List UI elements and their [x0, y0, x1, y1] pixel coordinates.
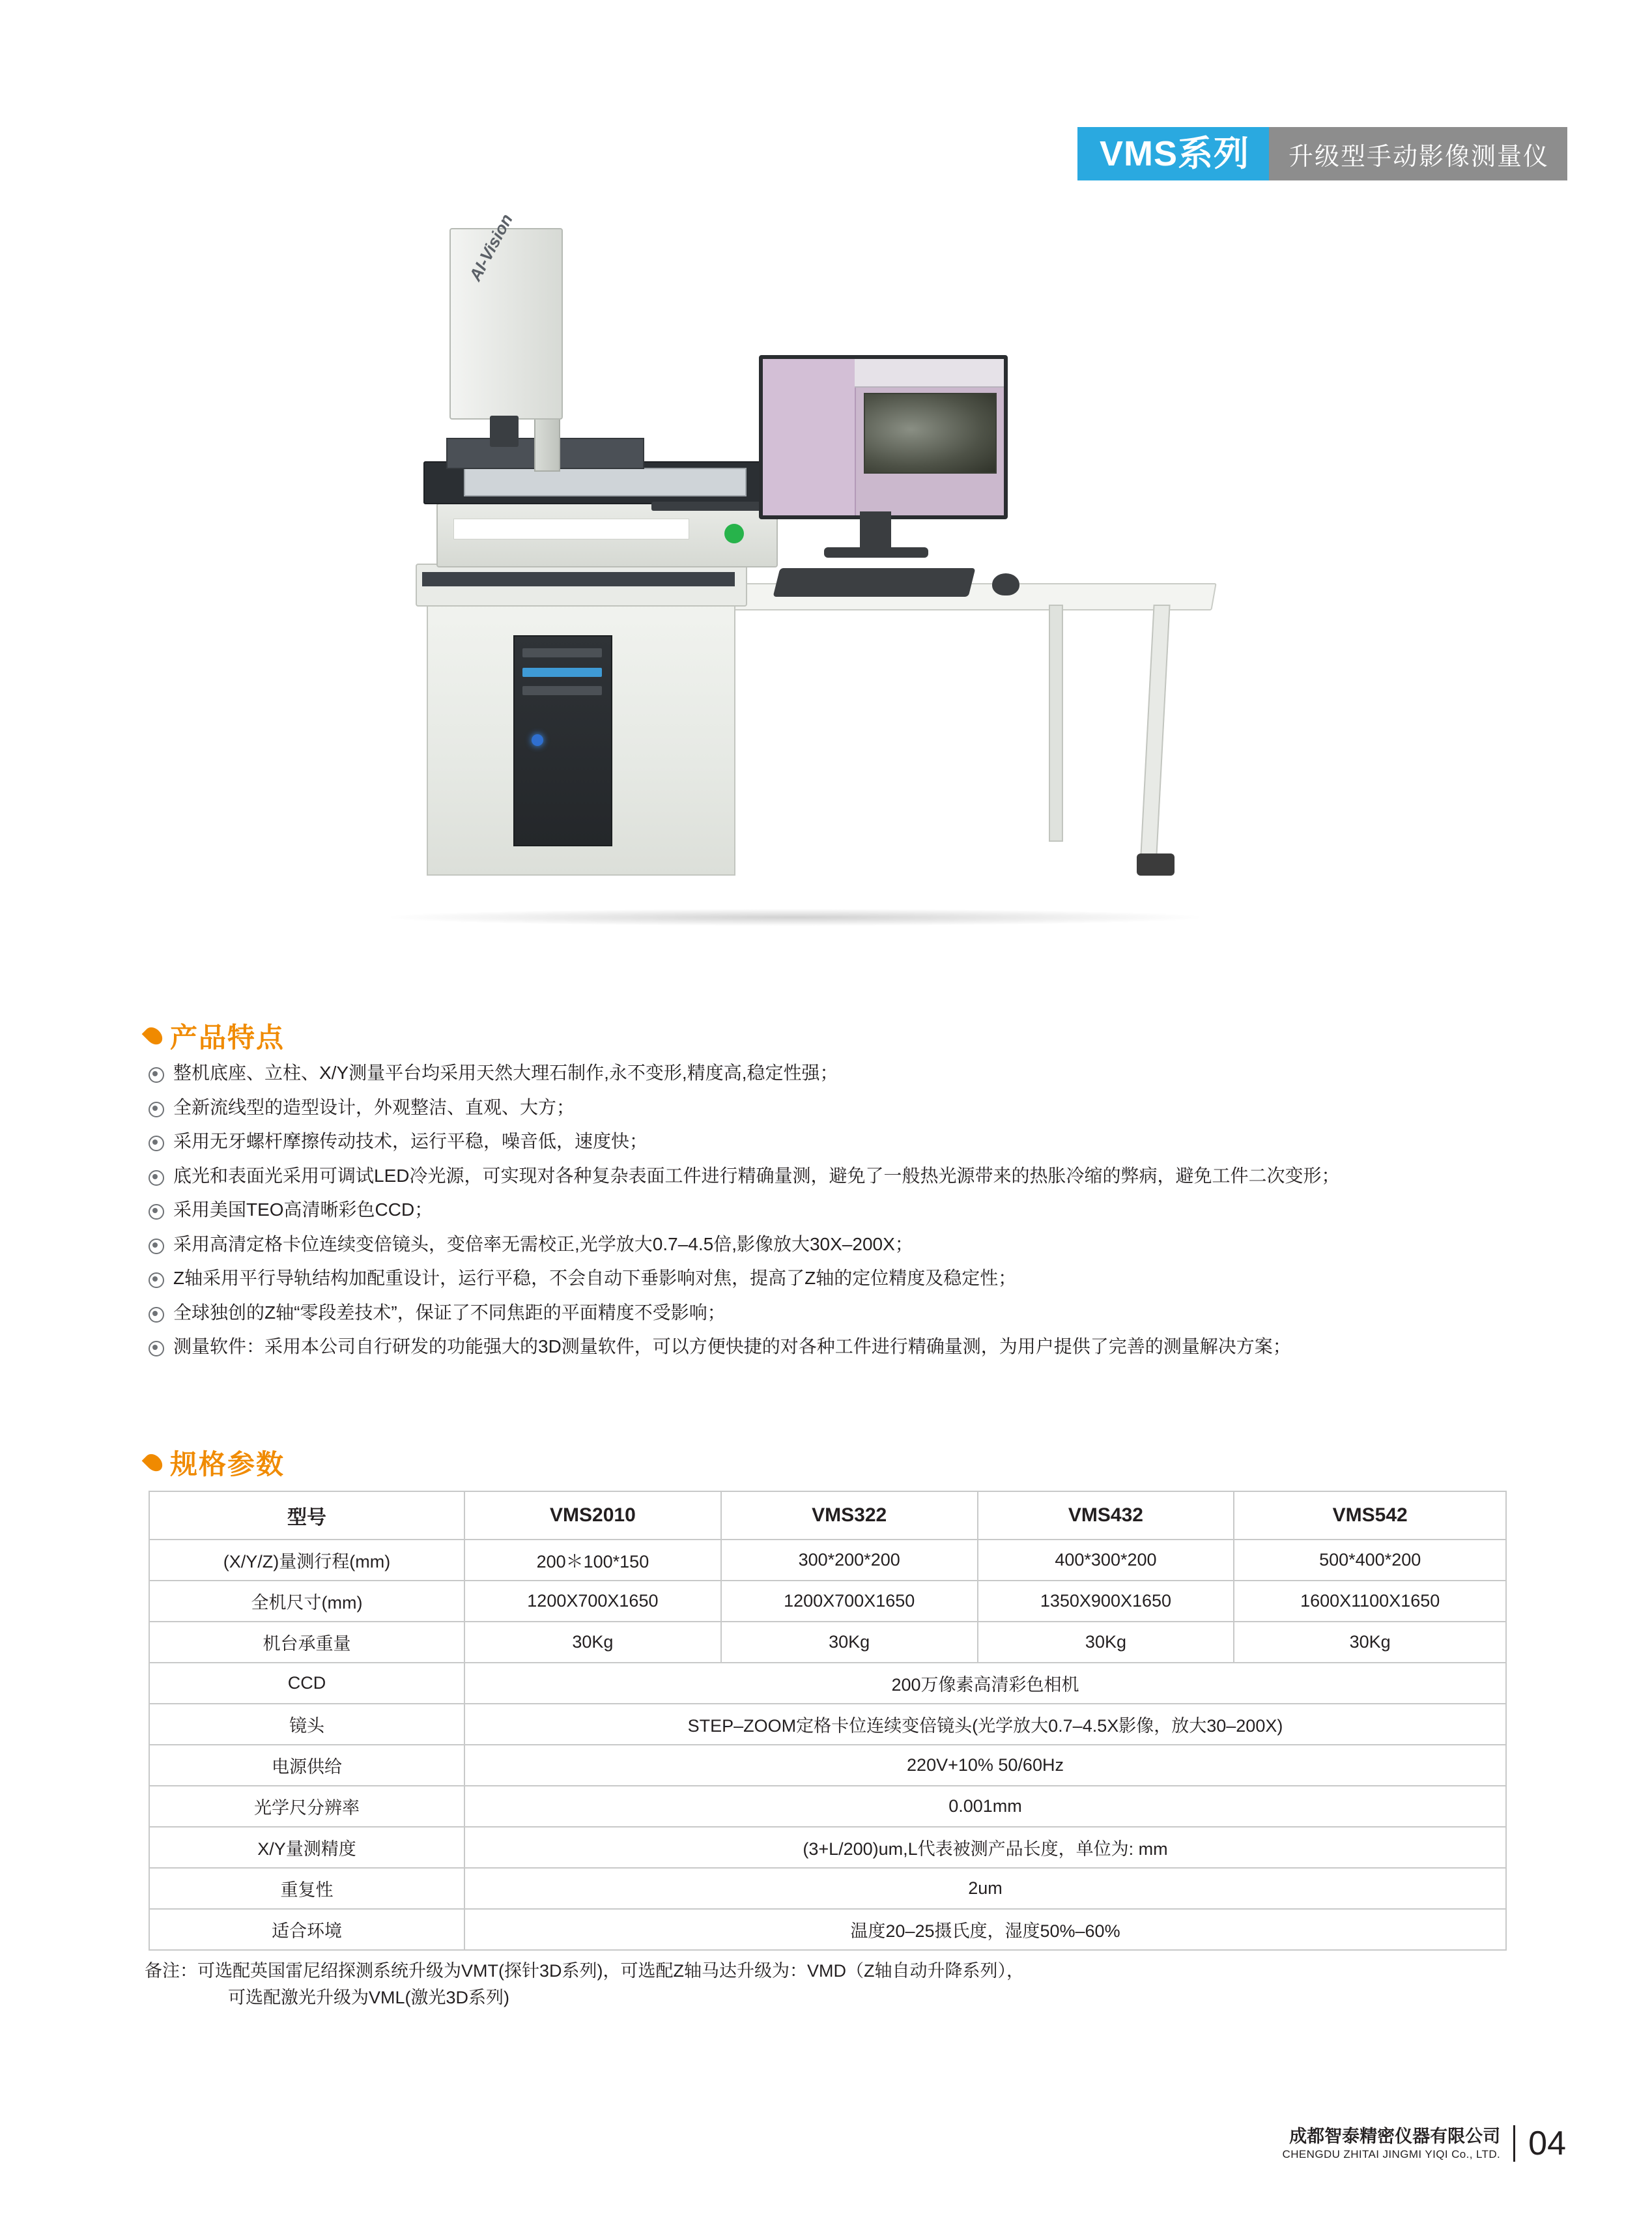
row-label: 光学尺分辨率	[149, 1786, 464, 1827]
desk-leg-right	[1139, 605, 1170, 868]
lens-tube	[490, 416, 519, 447]
cell-value: 500*400*200	[1234, 1540, 1506, 1581]
cell-value: 1200X700X1650	[464, 1581, 721, 1622]
specs-note	[145, 1958, 1526, 2011]
cell-value: 200＊100*150	[464, 1540, 721, 1581]
cell-value: 1350X900X1650	[978, 1581, 1234, 1622]
cell-value: 30Kg	[1234, 1622, 1506, 1663]
feature-text: 全新流线型的造型设计，外观整洁、直观、大方；	[173, 1096, 575, 1117]
bullet-icon	[149, 1204, 164, 1220]
footer	[1283, 2124, 1566, 2163]
bullet-icon	[149, 1272, 164, 1288]
specs-title: 规格参数	[170, 1449, 285, 1480]
desk-leg-inner	[1049, 605, 1063, 842]
page-number: 04	[1528, 2125, 1566, 2162]
table-row	[149, 1786, 1506, 1827]
table-header-row	[149, 1491, 1506, 1540]
software-sidebar	[763, 359, 856, 515]
list-item	[149, 1232, 1569, 1257]
software-image-view	[864, 393, 997, 474]
power-led-icon	[532, 734, 543, 746]
cell-value: 0.001mm	[464, 1786, 1506, 1827]
machine-base	[436, 503, 778, 567]
bullet-icon	[149, 1067, 164, 1083]
row-label: 适合环境	[149, 1909, 464, 1950]
bullet-icon	[149, 1307, 164, 1323]
cell-value: 400*300*200	[978, 1540, 1234, 1581]
specs-section-heading	[147, 1443, 285, 1482]
features-title: 产品特点	[170, 1022, 285, 1053]
monitor-screen	[763, 359, 1004, 515]
table-row	[149, 1581, 1506, 1622]
pc-panel-strip	[522, 668, 602, 677]
product-photo	[339, 208, 1238, 977]
droplet-icon	[142, 1451, 166, 1475]
table-row	[149, 1540, 1506, 1581]
specifications-table	[149, 1491, 1507, 1951]
row-label: 全机尺寸(mm)	[149, 1581, 464, 1622]
table-row	[149, 1745, 1506, 1786]
table-row	[149, 1909, 1506, 1950]
feature-text: 整机底座、立柱、X/Y测量平台均采用天然大理石制作,永不变形,精度高,稳定性强；	[173, 1063, 838, 1083]
table-row	[149, 1827, 1506, 1868]
list-item	[149, 1300, 1569, 1325]
features-section-heading	[147, 1016, 285, 1055]
feature-text: 采用高清定格卡位连续变倍镜头，变倍率无需校正,光学放大0.7–4.5倍,影像放大30X–200X；	[173, 1233, 913, 1254]
column-header: VMS542	[1234, 1491, 1506, 1540]
feature-text: Z轴采用平行导轨结构加配重设计，运行平稳，不会自动下垂影响对焦，提高了Z轴的定位精度及稳定性；	[173, 1268, 1017, 1289]
footer-divider	[1513, 2125, 1515, 2162]
power-button-icon	[724, 524, 744, 543]
pc-drive-bay-2	[522, 686, 602, 695]
monitor-foot	[824, 547, 928, 558]
cabinet-dark-band	[422, 572, 735, 586]
cell-value: 30Kg	[721, 1622, 978, 1663]
feature-text: 测量软件：采用本公司自行研发的功能强大的3D测量软件，可以方便快捷的对各种工件进行精确量测，为用户提供了完善的测量解决方案；	[173, 1336, 1291, 1357]
pc-tower	[513, 635, 612, 846]
list-item	[149, 1061, 1569, 1085]
support-arm	[651, 502, 769, 511]
cell-value: 1600X1100X1650	[1234, 1581, 1506, 1622]
row-label: 镜头	[149, 1704, 464, 1745]
feature-text: 全球独创的Z轴“零段差技术”，保证了不同焦距的平面精度不受影响；	[173, 1302, 726, 1323]
list-item	[149, 1266, 1569, 1291]
photo-shadow	[391, 909, 1199, 926]
row-label: X/Y量测精度	[149, 1827, 464, 1868]
stage-glass	[464, 468, 747, 496]
optical-head	[449, 210, 563, 420]
bullet-icon	[149, 1170, 164, 1186]
note-line-1: 备注：可选配英国雷尼绍探测系统升级为VMT(探针3D系列)，可选配Z轴马达升级为：VMD（Z轴自动升降系列），	[145, 1961, 1024, 1981]
table-row	[149, 1622, 1506, 1663]
series-title: VMS系列	[1077, 127, 1269, 180]
bullet-icon	[149, 1239, 164, 1254]
cell-value: (3+L/200)um,L代表被测产品长度，单位为: mm	[464, 1827, 1506, 1868]
feature-text: 采用美国TEO高清晰彩色CCD；	[173, 1199, 433, 1220]
features-list	[149, 1061, 1569, 1369]
table-row	[149, 1704, 1506, 1745]
list-item	[149, 1164, 1569, 1188]
monitor	[759, 355, 1008, 519]
cell-value: 30Kg	[978, 1622, 1234, 1663]
feature-text: 采用无牙螺杆摩擦传动技术，运行平稳，噪音低，速度快；	[173, 1131, 648, 1152]
company-name-en: CHENGDU ZHITAI JINGMI YIQI Co., LTD.	[1282, 2148, 1501, 2161]
cell-value: 2um	[464, 1868, 1506, 1909]
row-label: 电源供给	[149, 1745, 464, 1786]
keyboard	[773, 568, 976, 597]
machine-brand-label: AI-Vision	[465, 210, 517, 285]
base-label-strip	[453, 519, 689, 539]
table-row	[149, 1868, 1506, 1909]
row-label: CCD	[149, 1663, 464, 1704]
note-line-2: 可选配激光升级为VML(激光3D系列)	[228, 1987, 510, 2007]
software-toolbar	[855, 359, 1004, 388]
droplet-icon	[142, 1024, 166, 1048]
column-header: VMS432	[978, 1491, 1234, 1540]
bullet-icon	[149, 1136, 164, 1151]
feature-text: 底光和表面光采用可调试LED冷光源，可实现对各种复杂表面工件进行精确量测，避免了一般热光源带来的热胀冷缩的弊病，避免工件二次变形；	[173, 1165, 1340, 1186]
cell-value: 1200X700X1650	[721, 1581, 978, 1622]
mouse	[992, 573, 1019, 595]
row-label: 机台承重量	[149, 1622, 464, 1663]
column-header: VMS2010	[464, 1491, 721, 1540]
cell-value: 200万像素高清彩色相机	[464, 1663, 1506, 1704]
cell-value: 温度20–25摄氏度，湿度50%–60%	[464, 1909, 1506, 1950]
table-row	[149, 1663, 1506, 1704]
bullet-icon	[149, 1341, 164, 1356]
list-item	[149, 1129, 1569, 1154]
cell-value: STEP–ZOOM定格卡位连续变倍镜头(光学放大0.7–4.5X影像，放大30–200X)	[464, 1704, 1506, 1745]
column-header: 型号	[149, 1491, 464, 1540]
column-header: VMS322	[721, 1491, 978, 1540]
header-banner	[1077, 127, 1567, 180]
list-item	[149, 1197, 1569, 1222]
list-item	[149, 1334, 1569, 1359]
row-label: 重复性	[149, 1868, 464, 1909]
row-label: (X/Y/Z)量测行程(mm)	[149, 1540, 464, 1581]
bullet-icon	[149, 1102, 164, 1117]
list-item	[149, 1095, 1569, 1120]
desk-foot-right	[1137, 853, 1175, 876]
company-name-cn: 成都智泰精密仪器有限公司	[1289, 2126, 1501, 2146]
series-subtitle: 升级型手动影像测量仪	[1269, 127, 1567, 180]
company-info	[1283, 2126, 1501, 2162]
pc-drive-bay	[522, 648, 602, 657]
cell-value: 220V+10% 50/60Hz	[464, 1745, 1506, 1786]
monitor-stand	[860, 511, 891, 552]
cell-value: 300*200*200	[721, 1540, 978, 1581]
cell-value: 30Kg	[464, 1622, 721, 1663]
